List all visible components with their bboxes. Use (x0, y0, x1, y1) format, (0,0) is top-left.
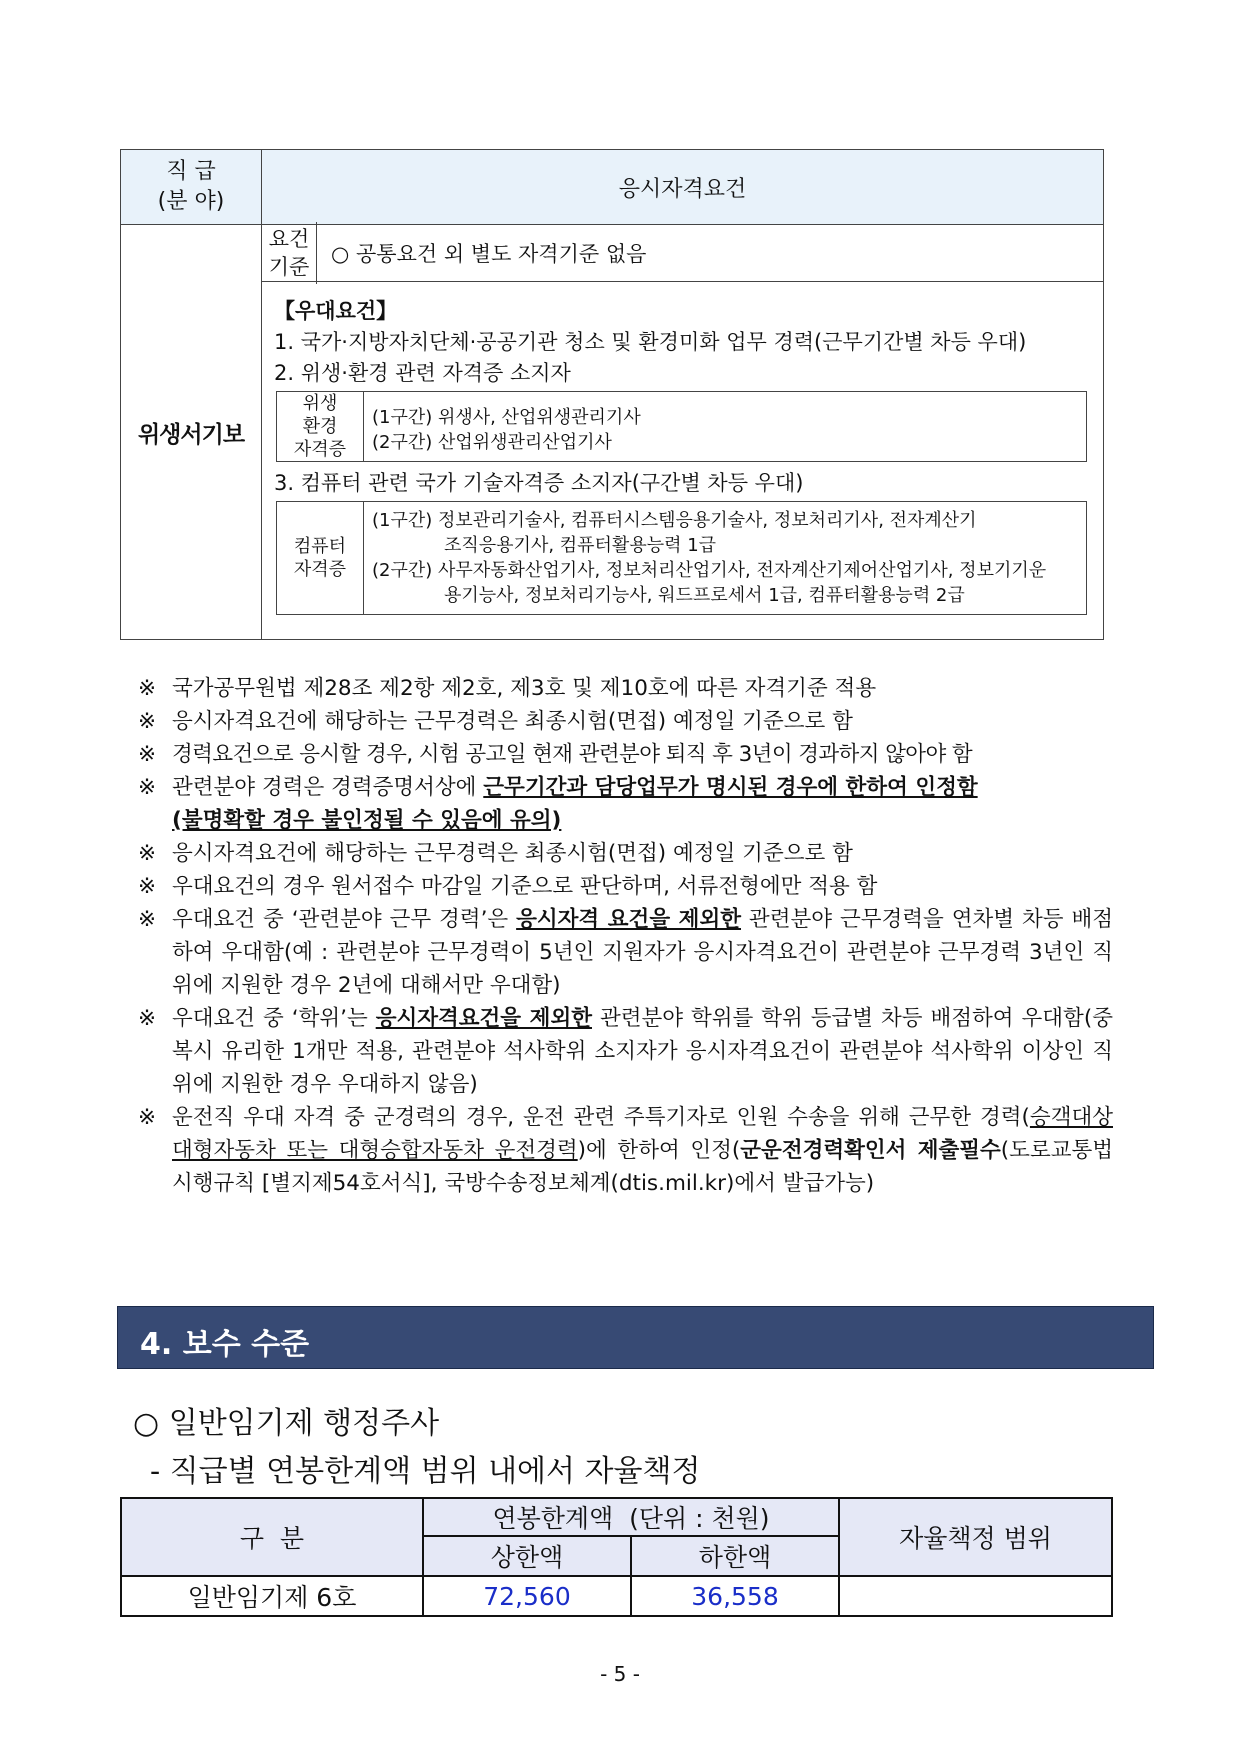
note-item: ※ 경력요건으로 응시할 경우, 시험 공고일 현재 관련분야 퇴직 후 3년이 경과하지 않아야 함 (138, 742, 973, 767)
salary-col-limit: 연봉한계액 (단위 : 천원) (423, 1498, 839, 1536)
hygiene-certificate-table (276, 391, 1087, 462)
salary-grade-bullet: ○ 일반임기제 행정주사 (133, 1406, 440, 1441)
salary-row-lower: 36,558 (631, 1576, 839, 1616)
note-item: ※ 운전직 우대 자격 중 군경력의 경우, 운전 관련 주특기자로 인원 수송을 위해 근무한 경력(승객대상 대형자동차 또는 대형승합자동차 운전경력)에 한하여 인정(군운전경력확인서 제출필수(도로교통법 시행규칙 [별지제54호서식], 국방수송정보체계(dtis.mil.kr)에서 발급가능) (138, 1105, 1114, 1196)
salary-col-upper: 상한액 (423, 1536, 631, 1576)
notes-list (138, 672, 1113, 1200)
note-item: ※ 응시자격요건에 해당하는 근무경력은 최종시험(면접) 예정일 기준으로 함 (138, 709, 853, 734)
note-item: ※ 우대요건의 경우 원서접수 마감일 기준으로 판단하며, 서류전형에만 적용 함 (138, 874, 878, 899)
salary-row-range (839, 1576, 1112, 1616)
requirements-table (120, 149, 1104, 640)
computer-certificate-table (276, 501, 1087, 615)
preference-item-3: 3. 컴퓨터 관련 국가 기술자격증 소지자(구간별 차등 우대) (274, 471, 804, 495)
computer-certificate-label: 컴퓨터 자격증 (277, 502, 364, 614)
salary-row-label: 일반임기제 6호 (121, 1576, 423, 1616)
note-item: ※ 관련분야 경력은 경력증명서상에 근무기간과 담당업무가 명시된 경우에 한하여 인정함 (불명확할 경우 불인정될 수 있음에 유의) (138, 775, 978, 833)
note-item: ※ 응시자격요건에 해당하는 근무경력은 최종시험(면접) 예정일 기준으로 함 (138, 841, 853, 866)
salary-col-lower: 하한액 (631, 1536, 839, 1576)
preference-item-2: 2. 위생·환경 관련 자격증 소지자 (274, 361, 571, 385)
preference-title: 【우대요건】 (274, 299, 398, 323)
requirement-standard-text: ○ 공통요건 외 별도 자격기준 없음 (331, 242, 647, 266)
header-field-cell (121, 150, 262, 225)
salary-col-category: 구 분 (121, 1498, 423, 1576)
note-item: ※ 우대요건 중 ‘학위’는 응시자격요건을 제외한 관련분야 학위를 학위 등급별 차등 배점하여 우대함(중복시 유리한 1개만 적용, 관련분야 석사학위 소지자가 응시자격요건이 관련분야 석사학위 이상인 직위에 지원한 경우 우대하지 않음) (138, 1006, 1113, 1097)
note-item: ※ 국가공무원법 제28조 제2항 제2호, 제3호 및 제10호에 따른 자격기준 적용 (138, 676, 877, 701)
hygiene-certificate-label: 위생 환경 자격증 (277, 392, 364, 461)
field-name: 위생서기보 (121, 225, 262, 640)
header-requirement-cell (262, 150, 1104, 225)
salary-row-upper: 72,560 (423, 1576, 631, 1616)
header-requirement: 응시자격요건 (618, 176, 747, 202)
requirement-standard-row (262, 225, 1103, 282)
computer-certificate-list: (1구간) 정보관리기술사, 컴퓨터시스템응용기술사, 정보처리기사, 전자계산기 조직응용기사, 컴퓨터활용능력 1급 (2구간) 사무자동화산업기사, 정보처리산업기사, 전자계산기제어산업기사, 정보기기운 용기능사, 정보처리기능사, 워드프로세서 1급, 컴퓨터활용능력 2급 (372, 510, 1047, 606)
section-title: 4. 보수 수준 (140, 1327, 310, 1362)
section-header (117, 1306, 1154, 1369)
preference-item-1: 1. 국가·지방자치단체·공공기관 청소 및 환경미화 업무 경력(근무기간별 차등 우대) (274, 330, 1027, 354)
preference-block (262, 282, 1103, 639)
header-field-line1: 직 급 (166, 159, 216, 184)
requirement-standard-label: 요건 기준 (262, 222, 317, 284)
requirement-body (262, 225, 1104, 640)
salary-table (120, 1497, 1113, 1617)
salary-col-range: 자율책정 범위 (839, 1498, 1112, 1576)
header-field-line2: (분 야) (157, 189, 225, 214)
page-number: - 5 - (600, 1662, 640, 1686)
salary-grade-subnote: - 직급별 연봉한계액 범위 내에서 자율책정 (150, 1454, 701, 1489)
hygiene-certificate-list: (1구간) 위생사, 산업위생관리기사 (2구간) 산업위생관리산업기사 (372, 407, 641, 453)
note-item: ※ 우대요건 중 ‘관련분야 근무 경력’은 응시자격 요건을 제외한 관련분야 근무경력을 연차별 차등 배점하여 우대함(예 : 관련분야 근무경력이 5년인 지원자가 응시자격요건이 관련분야 근무경력 3년인 직위에 지원한 경우 2년에 대해서만 우대함) (138, 907, 1113, 998)
